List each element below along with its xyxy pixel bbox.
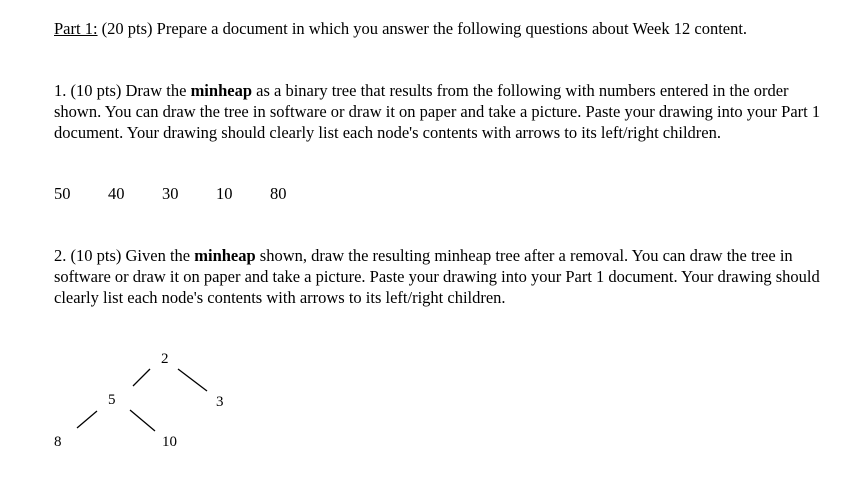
question-2: [54, 245, 824, 308]
intro-text: (20 pts) Prepare a document in which you answer the following questions about Week 12 content.: [97, 19, 748, 38]
question-1-keyword: minheap: [190, 81, 252, 100]
sequence-number: 30: [162, 184, 179, 203]
sequence-number: 80: [270, 184, 287, 203]
question-2-prefix: 2. (10 pts) Given the: [54, 246, 195, 265]
tree-node-right: 3: [216, 394, 224, 410]
edge-root-left: [133, 369, 150, 386]
tree-node-left-right: 10: [162, 434, 177, 450]
question-2-keyword: minheap: [194, 246, 256, 265]
tree-node-left-left: 8: [54, 434, 62, 450]
edge-left-right: [130, 410, 155, 431]
tree-node-root: 2: [161, 351, 169, 367]
sequence-number: 50: [54, 184, 71, 203]
question-1-text: as a binary tree that results from the following with numbers entered in the order shown. You can draw the tree in software or draw it on paper and take a picture. Paste your drawing into your Part 1 document. Your drawing should clearly list each node's contents with arrows to its left/right children.: [54, 81, 821, 142]
edge-root-right: [178, 369, 207, 391]
sequence-number: 40: [108, 184, 125, 203]
question-1-prefix: 1. (10 pts) Draw the: [54, 81, 191, 100]
sequence-number: 10: [216, 184, 233, 203]
part-label: Part 1:: [54, 19, 98, 38]
question-2-text: shown, draw the resulting minheap tree after a removal. You can draw the tree in software or draw it on paper and take a picture. Paste your drawing into your Part 1 document. Your drawing should clearly list each node's contents with arrows to its left/right children.: [54, 246, 820, 307]
intro-paragraph: [54, 18, 824, 39]
edge-left-left: [77, 411, 97, 428]
question-1: [54, 80, 824, 143]
tree-node-left: 5: [108, 392, 116, 408]
